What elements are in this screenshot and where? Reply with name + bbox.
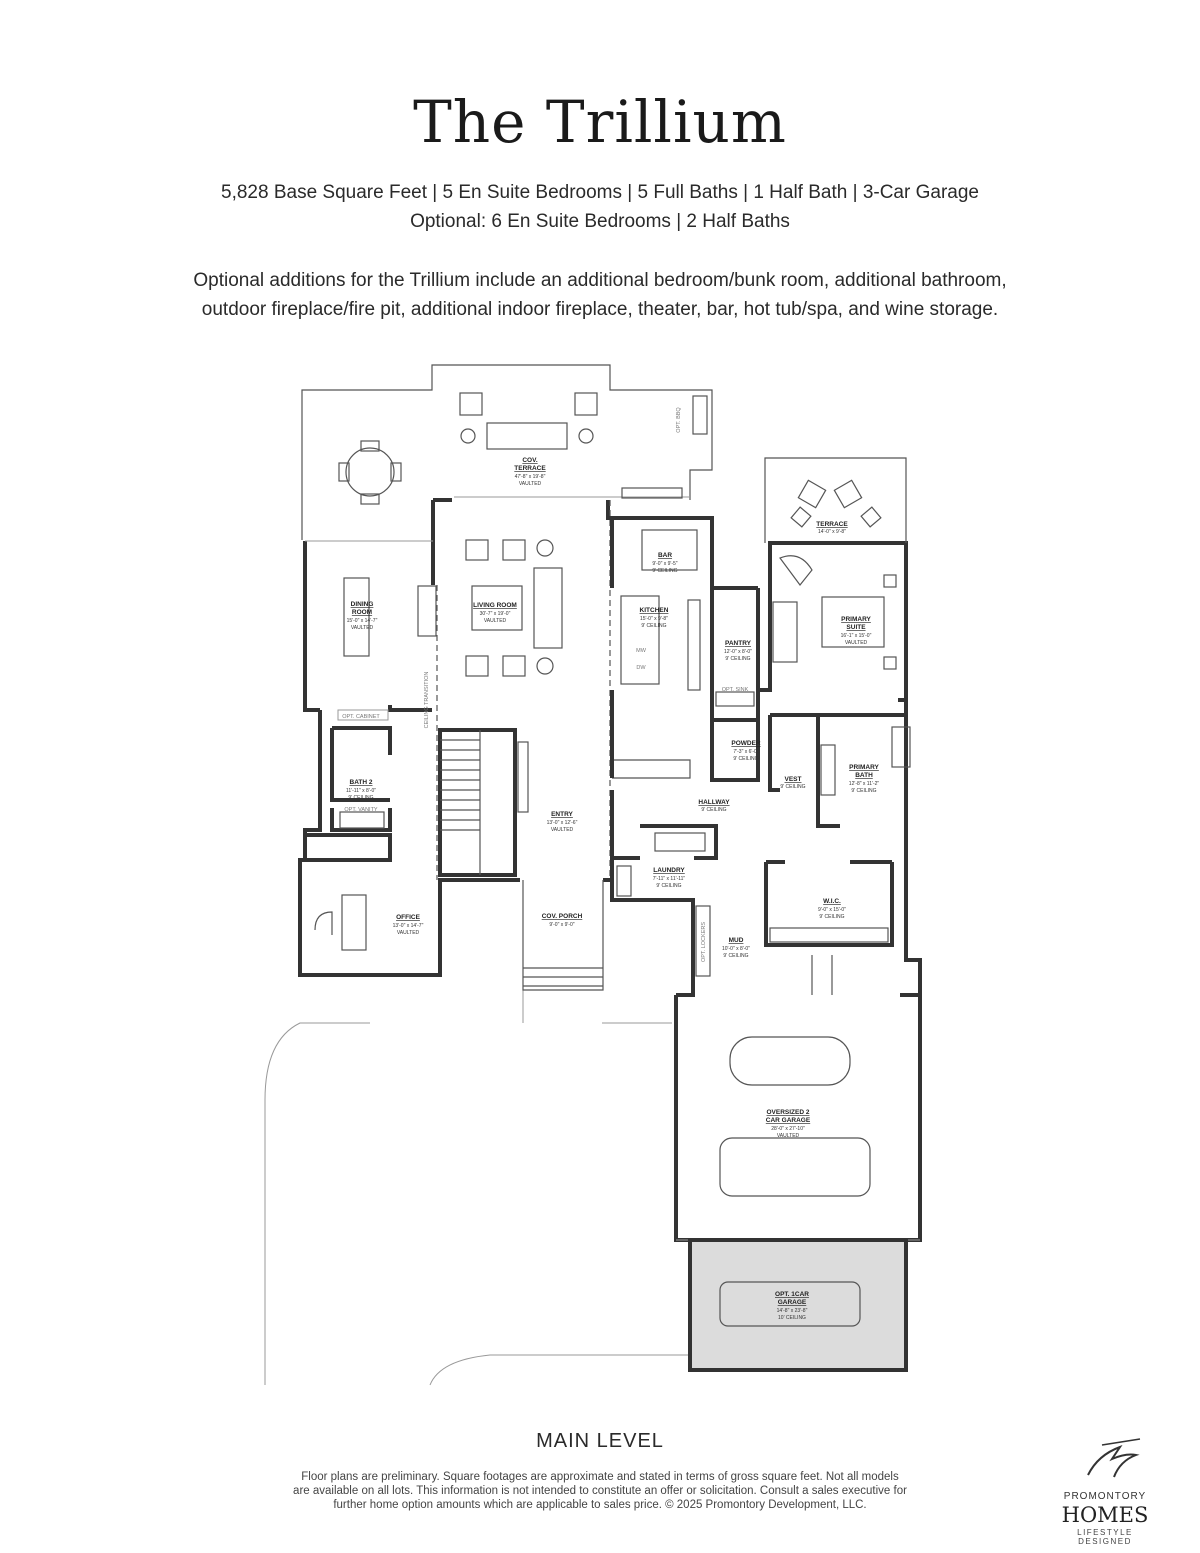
opt-sink-note: OPT. SINK	[721, 687, 749, 693]
dining-dim: 15'-0" x 14'-7"	[346, 618, 378, 624]
promontory-logo	[1050, 1425, 1160, 1546]
office-dim: 13'-0" x 14'-7"	[392, 923, 424, 929]
primary-suite-label-2: SUITE	[846, 624, 866, 631]
garage2-ceiling: VAULTED	[776, 1133, 800, 1139]
garage1-dim: 14'-8" x 23'-8"	[776, 1308, 808, 1314]
cov-porch-label: COV. PORCH	[541, 913, 583, 920]
office-ceiling: VAULTED	[396, 930, 420, 936]
opt-lockers-note: OPT. LOCKERS	[701, 921, 707, 963]
bar-label: BAR	[657, 552, 673, 559]
primary-suite-label-1: PRIMARY	[841, 616, 871, 623]
cov-porch-dim: 9'-0" x 9'-0"	[549, 922, 575, 928]
wic-dim: 9'-0" x 15'-0"	[818, 907, 846, 913]
mw-note: MW	[636, 648, 646, 654]
logo-homes: HOMES	[1061, 1503, 1149, 1527]
opt-vanity-note: OPT. VANITY	[344, 807, 378, 813]
disclaimer-line-1: Floor plans are preliminary. Square footages are approximate and stated in terms of gross square feet. Not all models	[301, 1471, 899, 1483]
cov-terrace-ceiling: VAULTED	[518, 481, 542, 487]
opt-bbq-note: OPT. BBQ	[676, 407, 682, 433]
bar-dim: 9'-0" x 9'-5"	[652, 561, 678, 567]
mud-label: MUD	[728, 937, 744, 944]
primary-suite-dim: 16'-1" x 15'-0"	[840, 633, 872, 639]
garage1-label-2: GARAGE	[777, 1299, 807, 1306]
entry-ceiling: VAULTED	[550, 827, 574, 833]
mud-dim: 10'-0" x 8'-0"	[722, 946, 750, 952]
primary-suite-ceiling: VAULTED	[844, 640, 868, 646]
opt-cabinet-note: OPT. CABINET	[342, 714, 380, 720]
powder-ceiling: 9' CEILING	[733, 756, 759, 762]
powder-label: POWDER	[731, 740, 761, 747]
logo-mark-icon	[1050, 1425, 1160, 1491]
primary-bath-ceiling: 9' CEILING	[851, 788, 877, 794]
bar-ceiling: 9' CEILING	[652, 568, 678, 574]
hallway-ceiling: 9' CEILING	[701, 807, 727, 813]
dw-note: DW	[636, 665, 646, 671]
hallway-label: HALLWAY	[698, 799, 730, 806]
covered-terrace	[302, 365, 712, 540]
pantry-label: PANTRY	[725, 640, 751, 647]
driveway-outline	[265, 990, 690, 1385]
wic-label: W.I.C.	[823, 898, 841, 905]
garage2-dim: 28'-0" x 27'-10"	[771, 1126, 805, 1132]
office-label: OFFICE	[396, 914, 420, 921]
laundry-dim: 7'-11" x 11'-11"	[652, 876, 686, 882]
pantry-dim: 12'-0" x 8'-0"	[724, 649, 752, 655]
kitchen-label: KITCHEN	[639, 607, 669, 614]
primary-suite	[773, 556, 896, 669]
garage1-ceiling: 10' CEILING	[778, 1315, 806, 1321]
bath2-ceiling: 9' CEILING	[348, 795, 374, 801]
terrace-dim: 14'-0" x 9'-8"	[818, 529, 846, 535]
vest-ceiling: 9' CEILING	[780, 784, 806, 790]
terrace-label: TERRACE	[816, 521, 848, 528]
staircase	[440, 730, 528, 875]
dining-ceiling: VAULTED	[350, 625, 374, 631]
living-ceiling: VAULTED	[483, 618, 507, 624]
bath-2-and-office	[305, 728, 390, 950]
baths-and-vest	[712, 715, 910, 826]
garage1-label-1: OPT. 1CAR	[775, 1291, 809, 1298]
garage2-label-2: CAR GARAGE	[765, 1117, 811, 1124]
logo-promontory: PROMONTORY	[1063, 1491, 1147, 1502]
powder-dim: 7'-3" x 6'-0"	[733, 749, 759, 755]
spec-line-base: 5,828 Base Square Feet | 5 En Suite Bedrooms | 5 Full Baths | 1 Half Bath | 3-Car Garage	[221, 182, 979, 203]
oversized-garage	[676, 955, 920, 1240]
pantry	[712, 590, 758, 720]
description-line-2: outdoor fireplace/fire pit, additional indoor fireplace, theater, bar, hot tub/spa, and wine storage.	[201, 299, 999, 320]
cov-terrace-label-1: COV.	[522, 457, 538, 464]
bath2-dim: 11'-11" x 8'-0"	[345, 788, 377, 794]
laundry-ceiling: 9' CEILING	[656, 883, 682, 889]
bar	[612, 518, 697, 588]
vest-label: VEST	[784, 776, 802, 783]
description-line-1: Optional additions for the Trillium include an additional bedroom/bunk room, additional bathroom,	[193, 270, 1007, 291]
laundry-label: LAUNDRY	[653, 867, 685, 874]
living-label: LIVING ROOM	[473, 602, 517, 609]
disclaimer-line-2: are available on all lots. This information is not intended to constitute an offer or solicitation. Consult a sales executive for	[293, 1485, 907, 1497]
primary-bath-label-1: PRIMARY	[849, 764, 879, 771]
logo-tagline: LIFESTYLE DESIGNED	[1077, 1528, 1133, 1546]
kitchen-dim: 15'-0" x 9'-8"	[640, 616, 668, 622]
disclaimer	[240, 1470, 960, 1512]
plan-title: The Trillium	[413, 88, 787, 156]
primary-bath-label-2: BATH	[855, 772, 873, 779]
ceiling-transition-note: CEILING TRANSITION	[424, 671, 430, 729]
kitchen-ceiling: 9' CEILING	[641, 623, 667, 629]
dining-label-2: ROOM	[351, 609, 373, 616]
disclaimer-line-3: further home option amounts which are applicable to sales price. © 2025 Promontory Development, LLC.	[333, 1499, 867, 1511]
dining-label-1: DINING	[350, 601, 374, 608]
level-label: MAIN LEVEL	[536, 1430, 664, 1452]
entry-label: ENTRY	[551, 811, 573, 818]
entry-dim: 13'-0" x 12'-6"	[546, 820, 578, 826]
covered-porch	[523, 880, 603, 990]
bath2-label: BATH 2	[349, 779, 373, 786]
living-dim: 30'-7" x 19'-0"	[479, 611, 511, 617]
wic-ceiling: 9' CEILING	[819, 914, 845, 920]
pantry-ceiling: 9' CEILING	[725, 656, 751, 662]
cov-terrace-dim: 47'-8" x 19'-8"	[514, 474, 546, 480]
primary-bath-dim: 12'-8" x 11'-2"	[848, 781, 880, 787]
mud-ceiling: 9' CEILING	[723, 953, 749, 959]
spec-line-optional: Optional: 6 En Suite Bedrooms | 2 Half Baths	[410, 211, 790, 232]
cov-terrace-label-2: TERRACE	[514, 465, 546, 472]
garage2-label-1: OVERSIZED 2	[766, 1109, 810, 1116]
